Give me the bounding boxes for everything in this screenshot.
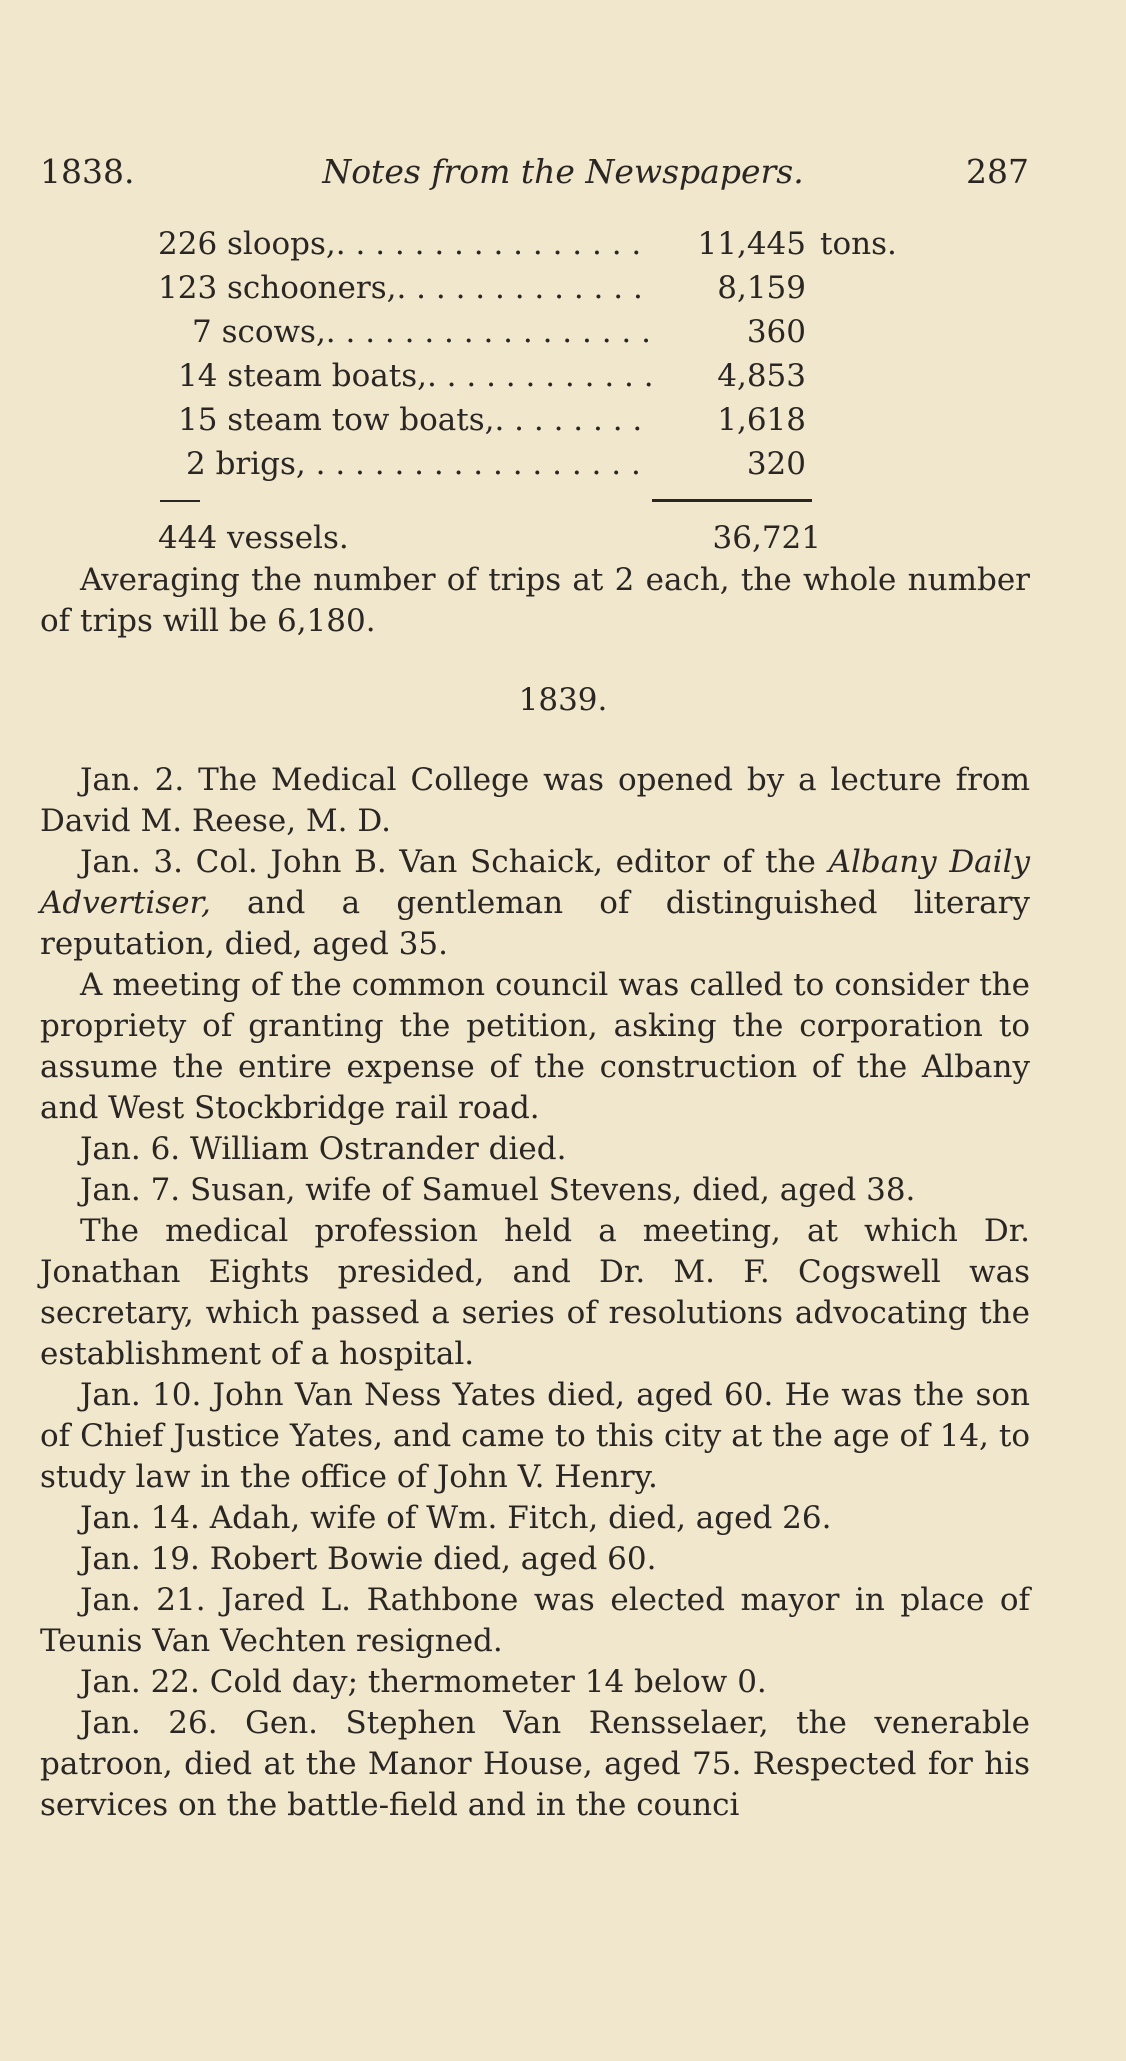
total-amount: 36,721 (712, 520, 821, 556)
entry-paragraph: Jan. 2. The Medical College was opened by a lecture from David M. Reese, M. D. (40, 762, 1030, 839)
vessel-label: 2 brigs, . . . . . . . . . . . . . . . . . (186, 446, 641, 482)
table-row (0, 402, 1126, 446)
entry-text: and a gentleman of distinguished literary reputation, died, aged 35. (40, 885, 1030, 962)
entry-paragraph: Jan. 14. Adah, wife of Wm. Fitch, died, aged 26. (80, 1500, 832, 1536)
table-row (0, 226, 1126, 270)
vessel-label: 226 sloops,. . . . . . . . . . . . . . . . (158, 226, 642, 262)
entry-paragraph: Jan. 22. Cold day; thermometer 14 below 0. (80, 1664, 767, 1700)
entry-paragraph: A meeting of the common council was called to consider the propriety of granting the petition, asking the corporation to assume the entire expense of the construction of the Albany and West Stockbridge rail road. (40, 967, 1030, 1126)
total-label: 444 vessels. (158, 520, 349, 556)
vessel-amount: 360 (746, 314, 806, 350)
averaging-paragraph: Averaging the number of trips at 2 each, the whole number of trips will be 6,180. (40, 562, 1030, 639)
newspaper-title: Albany Daily Advertiser, (40, 844, 1031, 921)
vessel-unit: tons. (820, 226, 897, 262)
entry-paragraph: Jan. 26. Gen. Stephen Van Rensselaer, the venerable patroon, died at the Manor House, aged 75. Respected for his services on the battle-field and in the counci (40, 1705, 1030, 1823)
header-year: 1838. (40, 152, 135, 191)
table-row (0, 446, 1126, 490)
entry-paragraph: Jan. 21. Jared L. Rathbone was elected mayor in place of Teunis Van Vechten resigned. (40, 1582, 1030, 1659)
entry-paragraph: Jan. 7. Susan, wife of Samuel Stevens, died, aged 38. (80, 1172, 916, 1208)
vessel-amount: 320 (746, 446, 806, 482)
vessel-amount: 4,853 (717, 358, 806, 394)
entry-paragraph: Jan. 10. John Van Ness Yates died, aged 60. He was the son of Chief Justice Yates, and came to this city at the age of 14, to study law in the office of John V. Henry. (40, 1377, 1030, 1495)
table-row (0, 358, 1126, 402)
vessel-amount: 8,159 (717, 270, 806, 306)
entry-paragraph (40, 842, 1030, 965)
page-number: 287 (966, 152, 1029, 191)
entry-text: Jan. 3. Col. John B. Van Schaick, editor of the (80, 844, 829, 880)
table-row (0, 314, 1126, 358)
vessel-label: 15 steam tow boats,. . . . . . . . (178, 402, 643, 438)
vessel-label: 7 scows,. . . . . . . . . . . . . . . . . (192, 314, 651, 350)
header-title: Notes from the Newspapers. (322, 152, 804, 191)
vessel-amount: 11,445 (697, 226, 806, 262)
total-rule (652, 499, 812, 502)
entry-paragraph: Jan. 19. Robert Bowie died, aged 60. (80, 1541, 657, 1577)
year-heading: 1839. (518, 682, 608, 718)
count-rule (160, 500, 200, 502)
vessel-table (0, 226, 1126, 490)
vessel-amount: 1,618 (717, 402, 806, 438)
entry-paragraph: Jan. 6. William Ostrander died. (80, 1131, 567, 1167)
table-row (0, 270, 1126, 314)
entry-paragraph: The medical profession held a meeting, at which Dr. Jonathan Eights presided, and Dr. M. F. Cogswell was secretary, which passed a series of resolutions advocating the establishment of a hospital. (40, 1213, 1030, 1372)
vessel-label: 123 schooners,. . . . . . . . . . . . . (158, 270, 643, 306)
vessel-label: 14 steam boats,. . . . . . . . . . . . (178, 358, 654, 394)
total-row (0, 520, 1126, 564)
chronicle-entries (40, 760, 1030, 1826)
running-header (0, 152, 1126, 202)
